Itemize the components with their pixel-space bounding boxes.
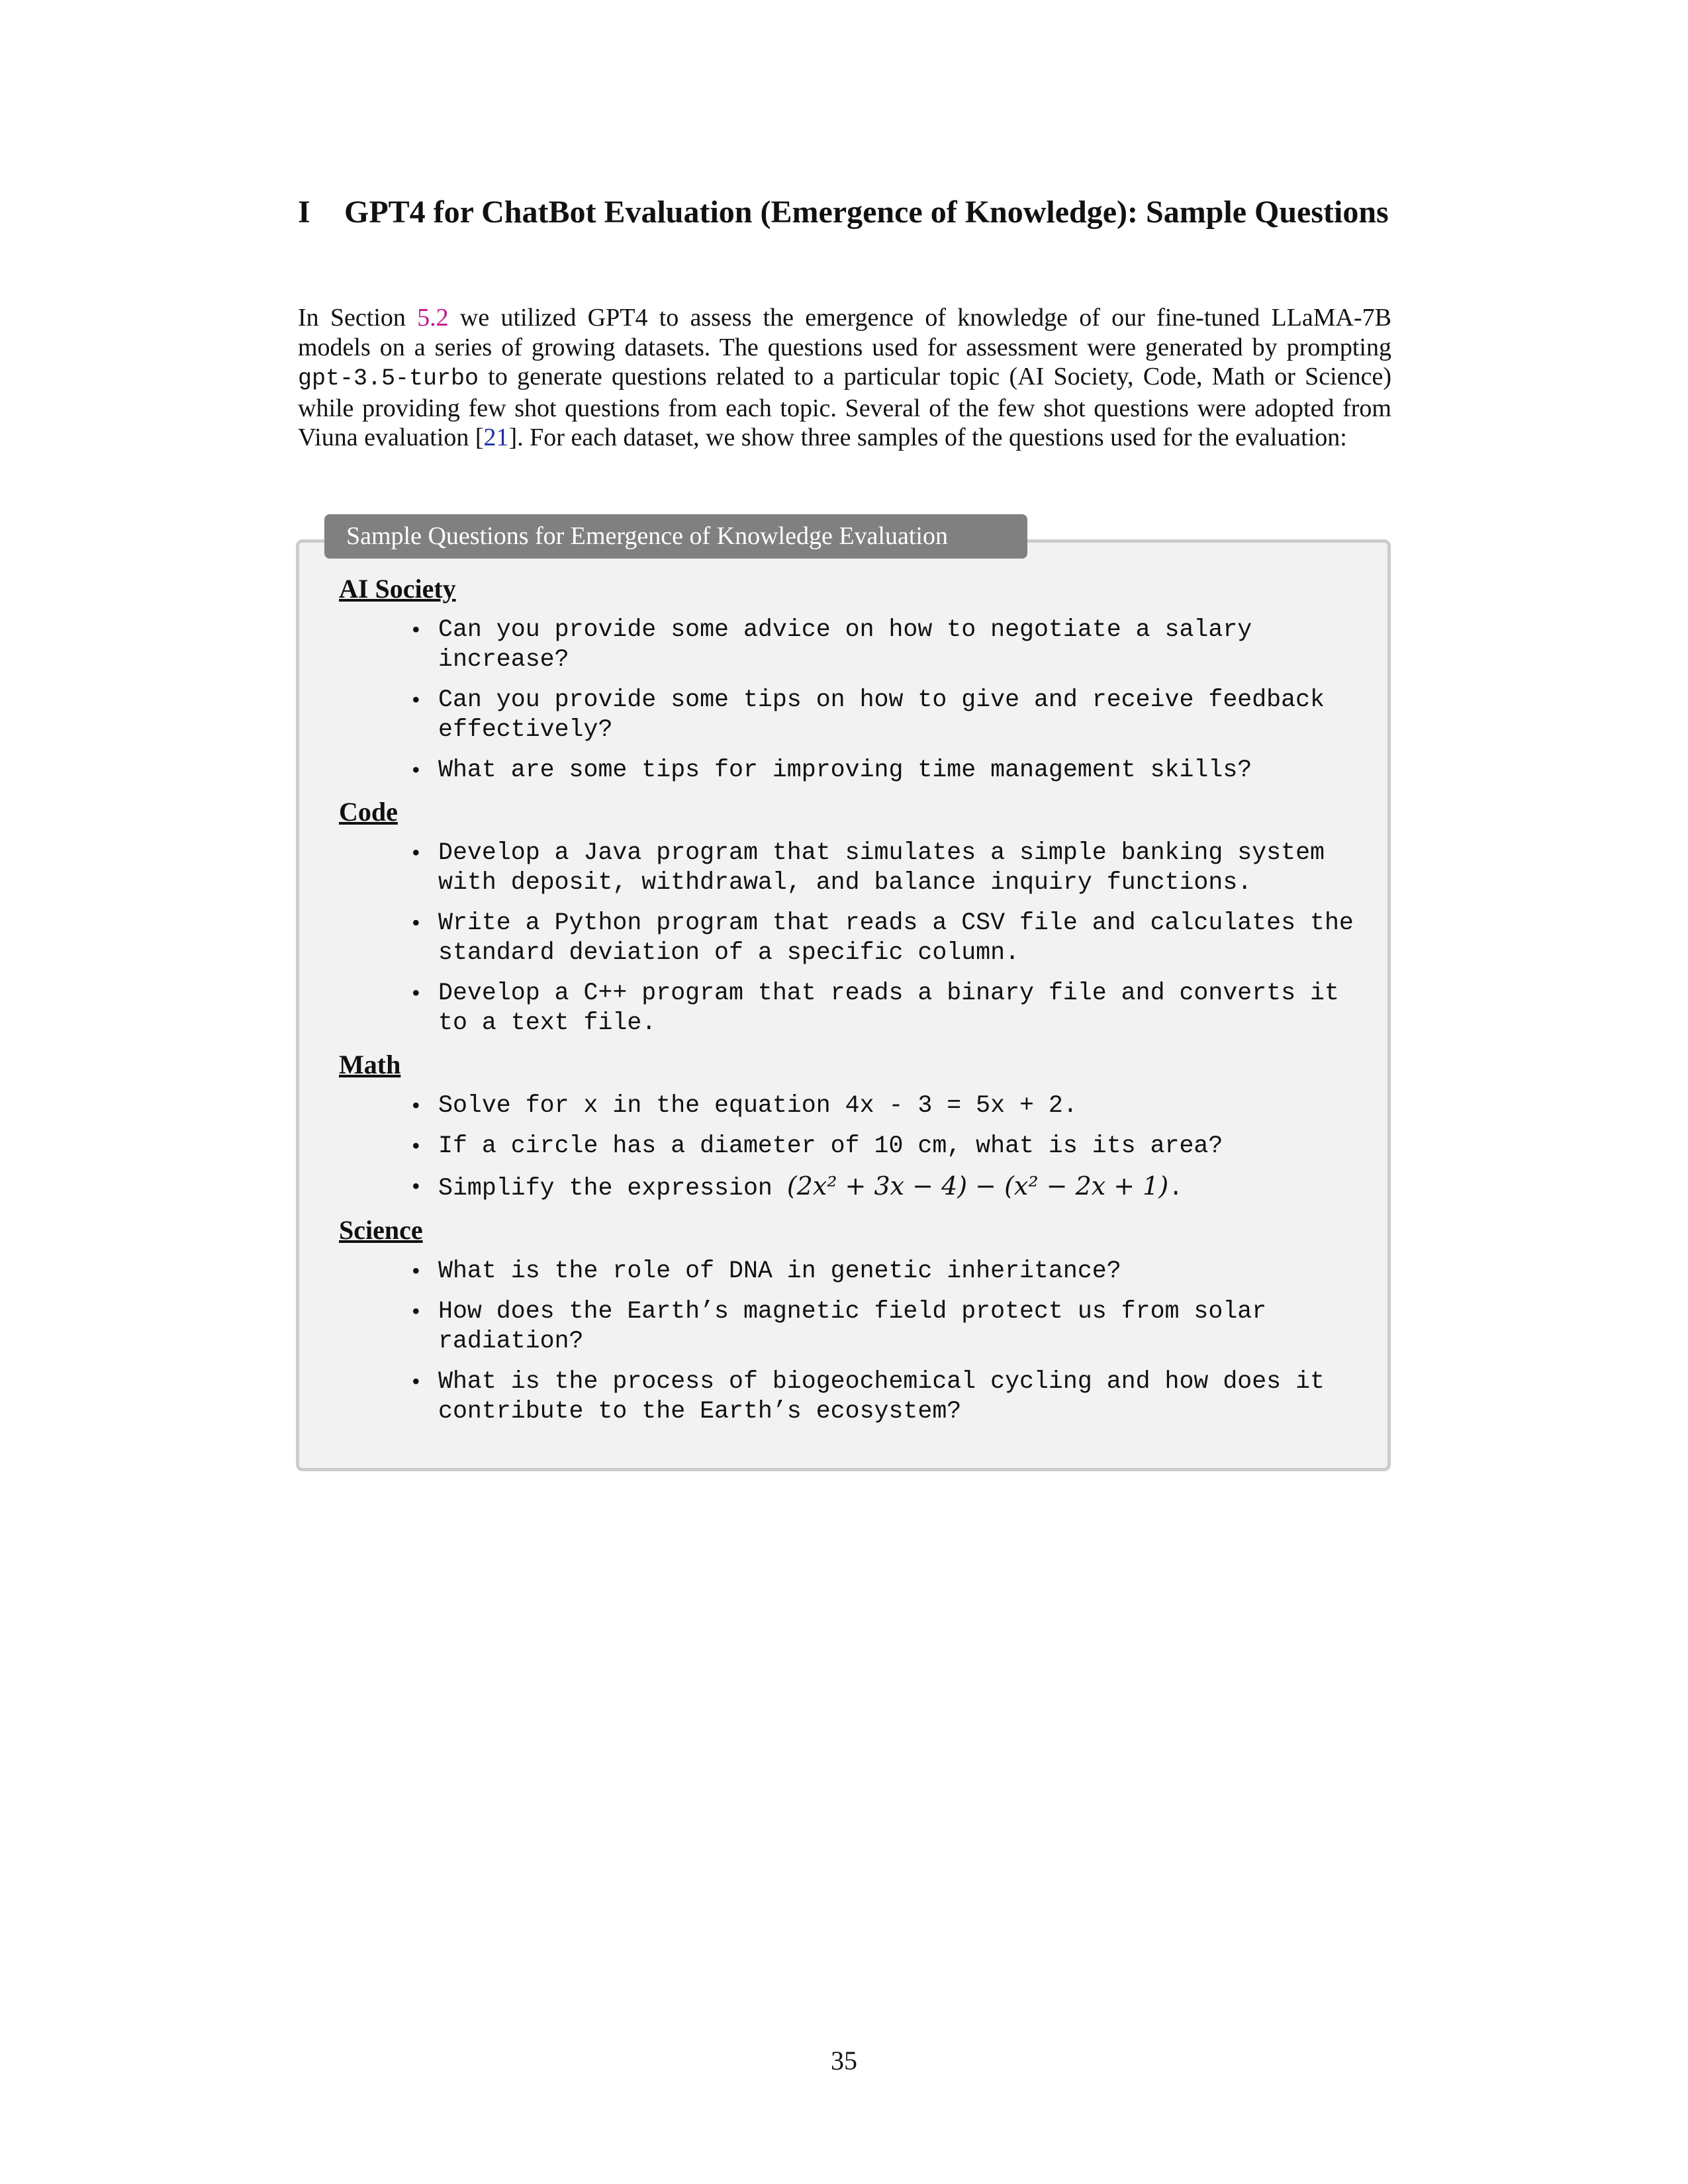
math-question-prefix: Simplify the expression [438, 1175, 787, 1202]
citation-link[interactable]: 21 [483, 424, 509, 452]
section-reference-link[interactable]: 5.2 [417, 304, 449, 332]
list-item [339, 978, 1372, 1038]
bullet-icon: • [412, 979, 420, 1006]
topic-heading-ai-society: AI Society [339, 574, 456, 604]
section-title: GPT4 for ChatBot Evaluation (Emergence of Knowledge): Sample Questions [344, 195, 1389, 230]
list-item [339, 1131, 1372, 1161]
bullet-icon: • [412, 756, 420, 783]
question-list-science [339, 1256, 1372, 1426]
question-text: What is the process of biogeochemical cycling and how does it contribute to the Earth’s ecosystem? [438, 1368, 1325, 1425]
intro-text-1: In Section [298, 304, 418, 332]
sample-questions-box [296, 539, 1391, 1471]
question-list-ai-society [339, 615, 1372, 785]
question-text: Can you provide some tips on how to give and receive feedback effectively? [438, 686, 1325, 743]
bullet-icon: • [412, 1298, 420, 1324]
intro-text-4: ]. For each dataset, we show three samples of the questions used for the evaluation: [508, 424, 1347, 452]
inline-code-model-name: gpt-3.5-turbo [298, 365, 479, 392]
topic-heading-science: Science [339, 1215, 423, 1245]
list-item [339, 755, 1372, 785]
intro-paragraph [298, 303, 1391, 453]
question-list-code [339, 838, 1372, 1038]
question-text: Write a Python program that reads a CSV file and calculates the standard deviation of a specific column. [438, 909, 1354, 966]
page-number: 35 [831, 2046, 857, 2075]
section-number: I [298, 195, 310, 230]
bullet-icon: • [412, 1173, 420, 1199]
list-item [339, 1171, 1372, 1203]
bullet-icon: • [412, 1092, 420, 1118]
box-content [339, 572, 1372, 1437]
list-item [339, 1367, 1372, 1426]
box-title-tab: Sample Questions for Emergence of Knowledge Evaluation [324, 514, 1027, 559]
question-list-math [339, 1091, 1372, 1203]
bullet-icon: • [412, 616, 420, 643]
bullet-icon: • [412, 1257, 420, 1284]
bullet-icon: • [412, 686, 420, 713]
question-text: What are some tips for improving time management skills? [438, 756, 1252, 784]
question-text: If a circle has a diameter of 10 cm, what is its area? [438, 1132, 1223, 1160]
question-text-with-math [438, 1171, 1358, 1203]
math-question-suffix: . [1168, 1175, 1184, 1202]
question-text: How does the Earth’s magnetic field protect us from solar radiation? [438, 1298, 1267, 1355]
intro-text-3: to generate questions related to a particular topic (AI Society, Code, Math or Science) while providing few shot questions from each topic. Several of the few shot questions were adopted from Viuna evaluation [ [298, 363, 1391, 452]
question-text: Develop a C++ program that reads a binary file and converts it to a text file. [438, 979, 1339, 1036]
bullet-icon: • [412, 1132, 420, 1159]
question-text: What is the role of DNA in genetic inheritance? [438, 1257, 1121, 1285]
section-heading [298, 193, 1397, 232]
list-item [339, 615, 1372, 674]
math-expression: (2x² + 3x − 4) − (x² − 2x + 1) [786, 1171, 1169, 1201]
list-item [339, 1297, 1372, 1356]
topic-heading-math: Math [339, 1050, 401, 1079]
question-text: Develop a Java program that simulates a simple banking system with deposit, withdrawal, and balance inquiry functions. [438, 839, 1325, 896]
intro-text-2: we utilized GPT4 to assess the emergence of knowledge of our fine-tuned LLaMA-7B models on a series of growing datasets. The questions used for assessment were generated by prompting [298, 304, 1392, 361]
question-text: Can you provide some advice on how to negotiate a salary increase? [438, 616, 1252, 673]
list-item [339, 838, 1372, 897]
topic-heading-code: Code [339, 797, 398, 827]
list-item [339, 908, 1372, 968]
bullet-icon: • [412, 839, 420, 866]
bullet-icon: • [412, 909, 420, 936]
list-item [339, 1091, 1372, 1120]
question-text: Solve for x in the equation 4x - 3 = 5x + 2. [438, 1092, 1078, 1119]
list-item [339, 685, 1372, 745]
bullet-icon: • [412, 1368, 420, 1394]
list-item [339, 1256, 1372, 1286]
